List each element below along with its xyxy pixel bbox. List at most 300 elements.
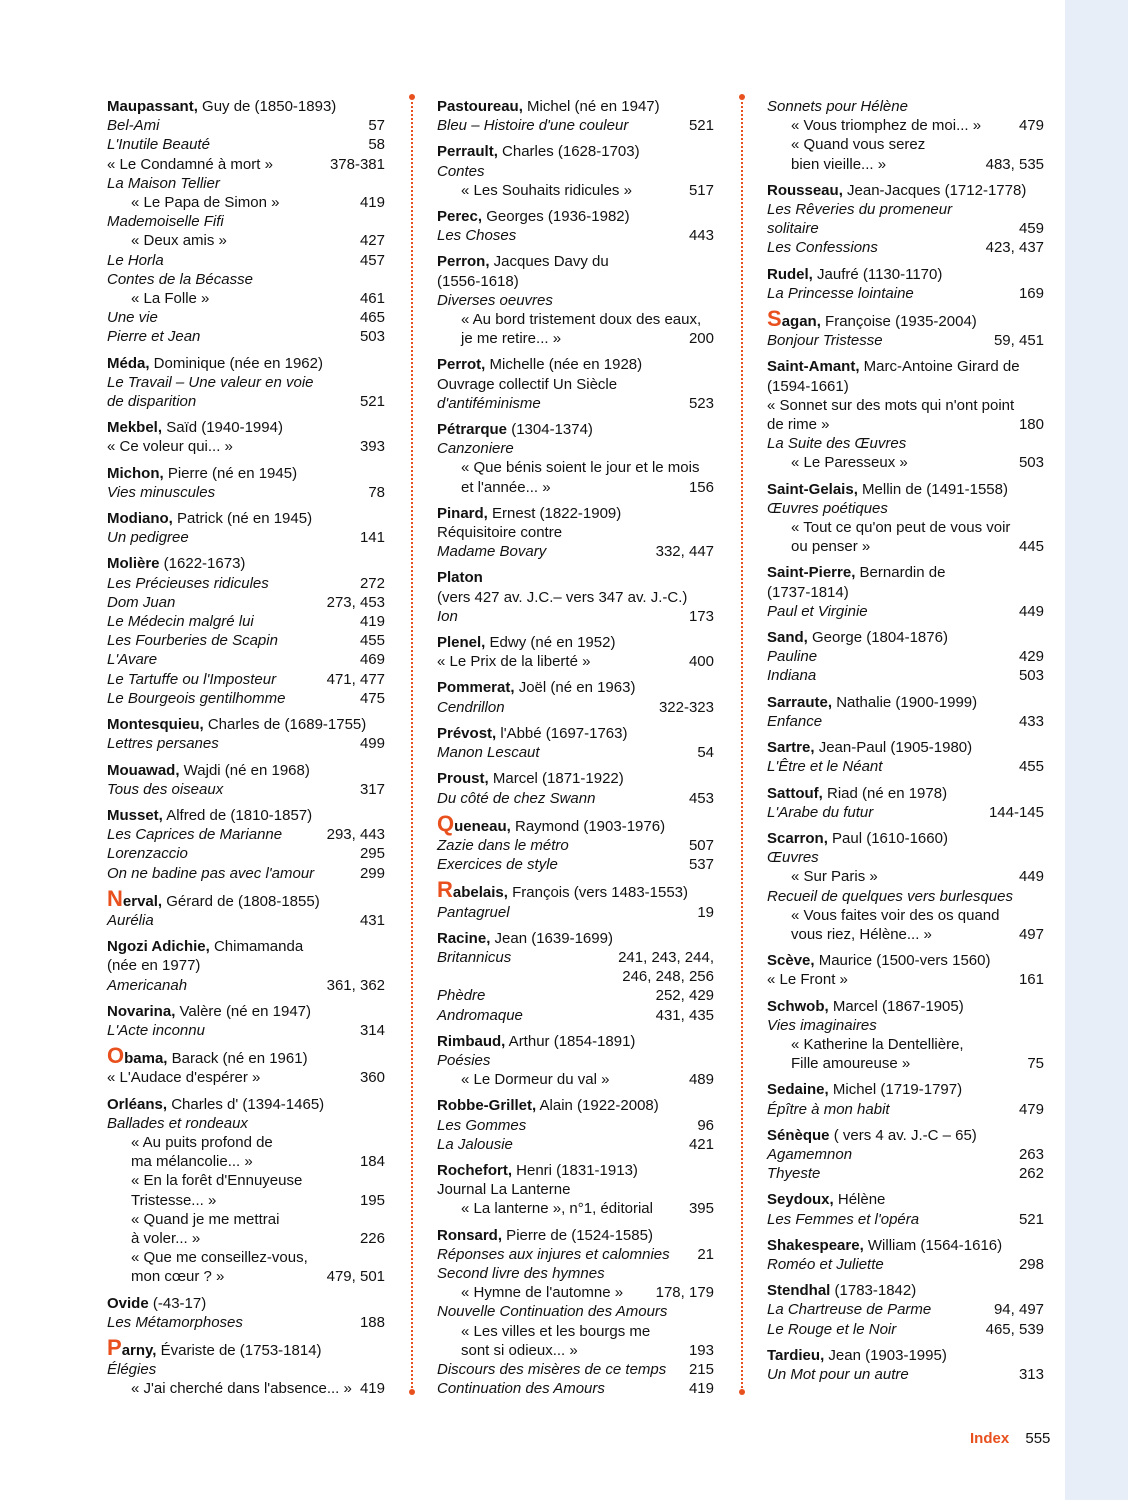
work-line — [767, 1016, 1044, 1035]
work-title: « Quand je me mettrai — [131, 1210, 280, 1228]
work-line — [437, 588, 714, 607]
author-name: Sedaine, — [767, 1081, 829, 1099]
work-title: sont si odieux... » — [461, 1341, 578, 1359]
entry-heading — [107, 761, 385, 780]
author-line — [437, 1226, 714, 1245]
page-ref: 395 — [688, 1200, 714, 1218]
work-line — [107, 976, 385, 995]
index-entry — [437, 724, 714, 762]
author-name: Rousseau, — [767, 181, 843, 199]
author-name: Ronsard, — [437, 1226, 503, 1244]
index-entry — [107, 806, 385, 883]
author-details: (1783-1842) — [830, 1282, 917, 1300]
work-line — [107, 612, 385, 631]
author-line — [767, 784, 1044, 803]
index-entry — [107, 1334, 385, 1399]
work-line — [437, 181, 714, 200]
author-line — [107, 418, 385, 437]
work-title: Pantagruel — [437, 903, 510, 921]
work-title: à voler... » — [131, 1229, 201, 1247]
work-line — [107, 1248, 385, 1267]
work-title: Zazie dans le métro — [437, 836, 569, 854]
work-line — [437, 1264, 714, 1283]
work-title: Madame Bovary — [437, 543, 547, 561]
work-title: « Vous triomphez de moi... » — [791, 117, 982, 135]
entry-heading — [767, 951, 1044, 970]
index-entry — [437, 97, 714, 135]
work-line — [767, 1255, 1044, 1274]
author-line — [107, 464, 385, 483]
work-title: Œuvres poétiques — [767, 499, 888, 517]
letter-initial: S — [767, 306, 782, 332]
author-line — [437, 504, 714, 523]
page-ref: 537 — [688, 856, 714, 874]
author-name: Montesquieu, — [107, 716, 204, 734]
page-ref: 58 — [368, 136, 385, 154]
work-line — [437, 523, 714, 542]
work-title: « Hymne de l'automne » — [461, 1284, 624, 1302]
author-name: Prévost, — [437, 724, 497, 742]
work-title: « Quand vous serez — [791, 136, 926, 154]
author-name: Tardieu, — [767, 1346, 825, 1364]
author-line — [107, 354, 385, 373]
author-line — [437, 568, 714, 587]
author-line — [767, 997, 1044, 1016]
work-title: Les Femmes et l'opéra — [767, 1210, 920, 1228]
letter-initial: O — [107, 1043, 125, 1069]
author-details: Georges (1936-1982) — [482, 208, 630, 226]
work-title: L'Acte inconnu — [107, 1021, 205, 1039]
work-title: « Le Papa de Simon » — [131, 194, 280, 212]
work-line — [437, 291, 714, 310]
work-title: La Princesse lointaine — [767, 284, 914, 302]
work-line — [767, 1145, 1044, 1164]
index-entry — [767, 628, 1044, 686]
entry-heading — [437, 929, 714, 948]
index-entry — [107, 554, 385, 708]
work-line — [767, 97, 1044, 116]
entry-heading — [767, 181, 1044, 200]
index-entry — [437, 1161, 714, 1219]
work-title: Les Confessions — [767, 239, 878, 257]
author-line — [437, 420, 714, 439]
entry-heading — [437, 420, 714, 439]
work-line — [767, 1320, 1044, 1339]
work-title: Tous des oiseaux — [107, 780, 224, 798]
work-title: Les Fourberies de Scapin — [107, 632, 278, 650]
page-ref: 455 — [359, 632, 385, 650]
page-ref: 517 — [688, 181, 714, 199]
page-ref: 144-145 — [988, 803, 1044, 821]
work-line — [107, 437, 385, 456]
work-line — [767, 116, 1044, 135]
page-ref: 188 — [359, 1313, 385, 1331]
entry-heading — [437, 142, 714, 161]
author-name: Saint-Pierre, — [767, 564, 856, 582]
work-title: Ouvrage collectif Un Siècle — [437, 375, 618, 393]
work-title: Paul et Virginie — [767, 602, 868, 620]
work-title: Enfance — [767, 712, 823, 730]
author-name: Stendhal — [767, 1282, 831, 1300]
page-ref: 507 — [688, 836, 714, 854]
index-entry — [767, 784, 1044, 822]
index-entry — [107, 418, 385, 456]
work-title: Fille amoureuse » — [791, 1055, 911, 1073]
author-name: Mouawad, — [107, 761, 180, 779]
author-line — [767, 738, 1044, 757]
entry-heading — [767, 738, 1044, 757]
index-entry — [767, 1126, 1044, 1184]
work-title: La Chartreuse de Parme — [767, 1301, 932, 1319]
work-title: Bleu – Histoire d'une couleur — [437, 117, 629, 135]
work-line — [767, 537, 1044, 556]
work-line — [107, 593, 385, 612]
work-title: « Le Front » — [767, 971, 848, 989]
author-name: Ovide — [107, 1294, 149, 1312]
column-separator — [411, 97, 413, 1392]
page-ref: 489 — [688, 1071, 714, 1089]
author-line — [767, 181, 1044, 200]
author-line — [767, 951, 1044, 970]
page-ref: 19 — [697, 903, 714, 921]
work-title: « Au puits profond de — [131, 1133, 273, 1151]
work-title: Indiana — [767, 667, 817, 685]
page-ref: 193 — [688, 1341, 714, 1359]
page-ref: 173 — [688, 607, 714, 625]
work-line — [107, 670, 385, 689]
author-details: Edwy (né en 1952) — [485, 634, 616, 652]
work-line — [437, 478, 714, 497]
work-line — [767, 1210, 1044, 1229]
work-line — [107, 251, 385, 270]
page-ref: 317 — [359, 780, 385, 798]
author-name: Scarron, — [767, 829, 828, 847]
work-title: Phèdre — [437, 987, 486, 1005]
page-ref: 453 — [688, 789, 714, 807]
author-name: Saint-Gelais, — [767, 480, 858, 498]
author-details: Jean-Jacques (1712-1778) — [842, 181, 1027, 199]
page-ref: 293, 443 — [326, 826, 385, 844]
work-title: ma mélancolie... » — [131, 1153, 253, 1171]
author-details: Riad (né en 1978) — [822, 784, 948, 802]
work-line — [767, 583, 1044, 602]
work-line — [437, 272, 714, 291]
index-entry — [437, 252, 714, 348]
entry-heading — [767, 693, 1044, 712]
author-line — [767, 1346, 1044, 1365]
author-details: Michel (1719-1797) — [828, 1081, 963, 1099]
author-name: Pinard, — [437, 504, 488, 522]
letter-initial: Q — [437, 810, 455, 836]
author-name: Plenel, — [437, 634, 486, 652]
index-entry — [437, 568, 714, 626]
index-entry — [767, 1190, 1044, 1228]
entry-heading — [437, 678, 714, 697]
author-name: Scève, — [767, 952, 815, 970]
page-ref: 322-323 — [658, 698, 714, 716]
work-line — [437, 1283, 714, 1302]
author-name: agan, — [781, 313, 821, 331]
author-line — [437, 1096, 714, 1115]
author-line — [767, 628, 1044, 647]
index-entry — [107, 1002, 385, 1040]
author-name: Sarraute, — [767, 693, 833, 711]
index-entry — [437, 142, 714, 200]
entry-heading — [107, 354, 385, 373]
index-entry — [437, 1032, 714, 1090]
page-ref: 523 — [688, 394, 714, 412]
letter-initial: P — [107, 1334, 122, 1360]
work-line — [437, 855, 714, 874]
index-entry — [107, 1095, 385, 1287]
work-title: Contes — [437, 162, 485, 180]
page-ref: 471, 477 — [326, 670, 385, 688]
entry-heading — [437, 877, 714, 903]
work-title: « Les Souhaits ridicules » — [461, 181, 632, 199]
page-ref: 156 — [688, 478, 714, 496]
page-ref: 521 — [359, 393, 385, 411]
index-column-1 — [107, 97, 385, 1406]
page-ref: 400 — [688, 653, 714, 671]
entry-heading — [437, 355, 714, 374]
author-details: Jean-Paul (1905-1980) — [814, 739, 973, 757]
entry-heading — [437, 1096, 714, 1115]
work-title: Dom Juan — [107, 593, 176, 611]
index-entry — [767, 1080, 1044, 1118]
author-details: l'Abbé (1697-1763) — [496, 724, 628, 742]
work-title: Une vie — [107, 309, 158, 327]
work-line — [107, 212, 385, 231]
author-name: Pastoureau, — [437, 98, 523, 115]
work-line — [437, 986, 714, 1005]
author-name: Seydoux, — [767, 1191, 834, 1209]
work-title: Les Métamorphoses — [107, 1313, 243, 1331]
work-title: Le Bourgeois gentilhomme — [107, 689, 286, 707]
author-name: Racine, — [437, 929, 491, 947]
author-details: Pierre de (1524-1585) — [502, 1226, 653, 1244]
entry-heading — [437, 810, 714, 836]
work-line — [437, 1051, 714, 1070]
author-name: Pommerat, — [437, 679, 515, 697]
work-line — [107, 373, 385, 392]
work-title: Les Caprices de Marianne — [107, 826, 283, 844]
page-ref: 314 — [359, 1021, 385, 1039]
work-line — [107, 1313, 385, 1332]
author-name: Orléans, — [107, 1095, 168, 1113]
page-ref: 521 — [688, 117, 714, 135]
page-ref: 313 — [1018, 1365, 1044, 1383]
author-name: Perron, — [437, 253, 490, 271]
author-details: Valère (né en 1947) — [175, 1002, 312, 1020]
entry-heading — [767, 480, 1044, 499]
work-title: Journal La Lanterne — [437, 1181, 571, 1199]
index-entry — [107, 509, 385, 547]
work-line — [107, 289, 385, 308]
page-ref: 298 — [1018, 1255, 1044, 1273]
index-entry — [767, 951, 1044, 989]
author-line — [107, 1002, 385, 1021]
index-entry — [767, 693, 1044, 731]
work-title: Andromaque — [437, 1006, 523, 1024]
page-ref: 427 — [359, 232, 385, 250]
work-line — [767, 518, 1044, 537]
page-ref: 431 — [359, 911, 385, 929]
page-ref: 479, 501 — [326, 1268, 385, 1286]
work-title: Manon Lescaut — [437, 744, 540, 762]
work-line — [437, 439, 714, 458]
work-line — [107, 116, 385, 135]
work-title: « Tout ce qu'on peut de vous voir — [791, 519, 1011, 537]
page-ref: 295 — [359, 845, 385, 863]
work-line — [767, 803, 1044, 822]
author-details: Jaufré (1130-1170) — [812, 265, 943, 283]
work-title: Contes de la Bécasse — [107, 270, 253, 288]
work-line — [767, 647, 1044, 666]
work-title: Bel-Ami — [107, 117, 160, 135]
index-entry — [107, 97, 385, 347]
page-ref: 360 — [359, 1069, 385, 1087]
author-details: Arthur (1854-1891) — [505, 1032, 636, 1050]
work-line — [767, 1365, 1044, 1384]
work-line — [767, 887, 1044, 906]
author-name: Sénèque — [767, 1126, 830, 1144]
page-ref: 241, 243, 244, — [618, 948, 714, 966]
work-title: « La lanterne », n°1, éditorial — [461, 1200, 653, 1218]
letter-initial: R — [437, 877, 453, 903]
author-line — [107, 885, 385, 911]
page-ref: 262 — [1018, 1165, 1044, 1183]
author-name: Sand, — [767, 629, 808, 647]
work-line — [767, 377, 1044, 396]
column-separator — [741, 97, 743, 1392]
author-details: Alfred de (1810-1857) — [162, 806, 313, 824]
work-line — [107, 1267, 385, 1286]
work-line — [767, 1035, 1044, 1054]
work-line — [437, 458, 714, 477]
work-title: Nouvelle Continuation des Amours — [437, 1303, 668, 1321]
index-entry — [437, 420, 714, 497]
author-details: Jacques Davy du — [489, 253, 609, 271]
page-ref: 443 — [688, 227, 714, 245]
work-line — [107, 956, 385, 975]
index-column-2 — [437, 97, 714, 1405]
index-entry — [107, 1043, 385, 1087]
author-details: Joël (né en 1963) — [514, 679, 636, 697]
author-line — [437, 207, 714, 226]
work-line — [437, 1180, 714, 1199]
author-line — [437, 929, 714, 948]
page-ref: 169 — [1018, 284, 1044, 302]
work-line — [767, 1054, 1044, 1073]
author-details: Mellin de (1491-1558) — [857, 480, 1008, 498]
work-title: Roméo et Juliette — [767, 1255, 884, 1273]
work-title: Les Choses — [437, 227, 517, 245]
author-details: Pierre (né en 1945) — [163, 464, 298, 482]
page-number: 555 — [1025, 1430, 1051, 1447]
work-line — [767, 331, 1044, 350]
work-line — [767, 925, 1044, 944]
page-ref: 393 — [359, 438, 385, 456]
work-title: Réponses aux injures et calomnies — [437, 1245, 670, 1263]
index-entry — [437, 1096, 714, 1154]
work-line — [107, 1152, 385, 1171]
work-title: Ballades et rondeaux — [107, 1114, 248, 1132]
page-ref: 200 — [688, 330, 714, 348]
work-line — [767, 848, 1044, 867]
work-title: solitaire — [767, 220, 819, 238]
author-details: Ernest (1822-1909) — [487, 504, 622, 522]
work-line — [767, 415, 1044, 434]
author-line — [107, 554, 385, 573]
author-line — [107, 1043, 385, 1069]
author-name: Perec, — [437, 208, 483, 226]
work-line — [767, 219, 1044, 238]
page-ref: 59, 451 — [993, 332, 1044, 350]
work-title: Œuvres — [767, 849, 819, 867]
entry-heading — [107, 554, 385, 573]
author-name: Maupassant, — [107, 98, 198, 115]
entry-heading — [437, 769, 714, 788]
work-line — [767, 970, 1044, 989]
work-title: Britannicus — [437, 948, 512, 966]
page-ref: 497 — [1018, 925, 1044, 943]
work-line — [107, 483, 385, 502]
author-name: Rimbaud, — [437, 1032, 506, 1050]
page-ref: 503 — [1018, 667, 1044, 685]
author-details: William (1564-1616) — [863, 1236, 1003, 1254]
entry-heading — [437, 207, 714, 226]
author-name: arny, — [121, 1341, 157, 1359]
author-name: Sattouf, — [767, 784, 823, 802]
entry-heading — [437, 1161, 714, 1180]
work-title: Élégies — [107, 1361, 157, 1379]
entry-heading — [767, 829, 1044, 848]
page-ref: 184 — [359, 1153, 385, 1171]
work-title: « Le Condamné à mort » — [107, 155, 273, 173]
work-title: « Au bord tristement doux des eaux, — [461, 311, 702, 329]
index-entry — [437, 877, 714, 921]
work-title: Les Rêveries du promeneur — [767, 201, 953, 219]
work-title: Du côté de chez Swann — [437, 789, 596, 807]
page-ref: 246, 248, 256 — [622, 968, 714, 986]
author-details: Jean (1903-1995) — [824, 1346, 947, 1364]
work-line — [107, 1021, 385, 1040]
work-title: La Jalousie — [437, 1135, 513, 1153]
work-title: « La Folle » — [131, 290, 210, 308]
entry-heading — [107, 806, 385, 825]
index-entry — [437, 769, 714, 807]
work-line — [437, 836, 714, 855]
author-name: Rudel, — [767, 265, 813, 283]
page-ref: 479 — [1018, 117, 1044, 135]
page-ref: 273, 453 — [326, 593, 385, 611]
index-entry — [767, 1281, 1044, 1339]
entry-heading — [107, 509, 385, 528]
entry-heading — [437, 252, 714, 271]
work-title: L'Avare — [107, 651, 158, 669]
entry-heading — [437, 504, 714, 523]
entry-heading — [767, 784, 1044, 803]
work-title: (1737-1814) — [767, 583, 849, 601]
author-name: Sartre, — [767, 739, 815, 757]
author-details: Françoise (1935-2004) — [820, 313, 977, 331]
index-entry — [767, 1236, 1044, 1274]
work-title: je me retire... » — [461, 330, 562, 348]
author-name: Mekbel, — [107, 419, 163, 437]
author-name: Robbe-Grillet, — [437, 1097, 537, 1115]
index-entry — [767, 829, 1044, 944]
author-line — [107, 937, 385, 956]
